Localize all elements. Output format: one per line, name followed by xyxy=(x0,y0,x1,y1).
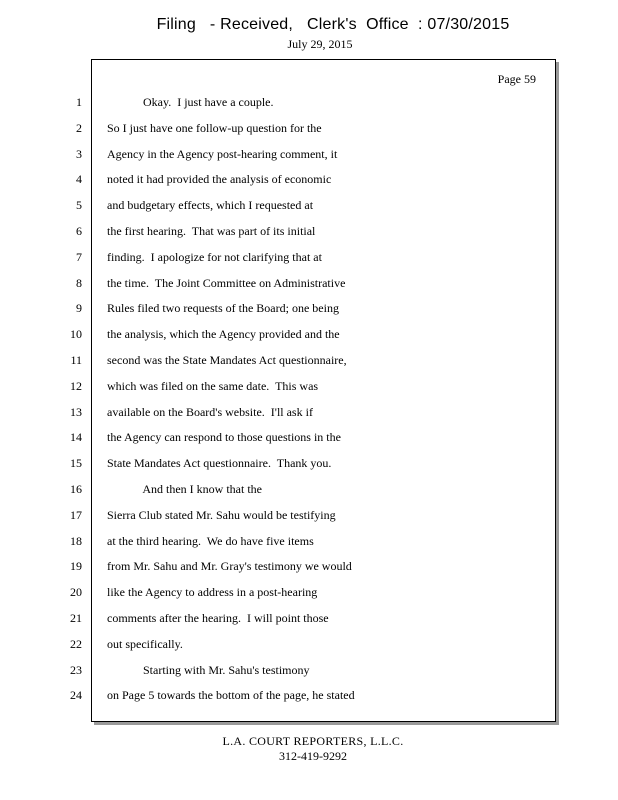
line-number: 19 xyxy=(70,559,82,573)
line-number: 2 xyxy=(76,121,82,135)
court-reporter-name: L.A. COURT REPORTERS, L.L.C. xyxy=(222,734,404,748)
transcript-line-text: the time. The Joint Committee on Administrative xyxy=(107,276,346,290)
court-reporter-phone: 312-419-9292 xyxy=(279,749,347,763)
transcript-line-text: comments after the hearing. I will point those xyxy=(107,611,329,625)
line-number: 23 xyxy=(70,663,82,677)
line-number: 20 xyxy=(70,585,82,599)
filing-stamp: Filing - Received, Clerk's Office : 07/30/2015 xyxy=(156,16,510,33)
transcript-line-text: the analysis, which the Agency provided and the xyxy=(107,327,340,341)
line-number: 18 xyxy=(70,534,82,548)
line-number: 14 xyxy=(70,430,82,444)
transcript-line-text: Okay. I just have a couple. xyxy=(107,95,274,109)
line-number: 5 xyxy=(76,198,82,212)
line-number: 13 xyxy=(70,405,82,419)
transcript-line-text: finding. I apologize for not clarifying that at xyxy=(107,250,322,264)
line-number: 6 xyxy=(76,224,82,238)
transcript-line-text: Starting with Mr. Sahu's testimony xyxy=(107,663,310,677)
transcript-line-text: noted it had provided the analysis of economic xyxy=(107,172,332,186)
transcript-line-text: Agency in the Agency post-hearing comment, it xyxy=(107,147,338,161)
transcript-line-text: available on the Board's website. I'll ask if xyxy=(107,405,313,419)
transcript-line-text: Sierra Club stated Mr. Sahu would be testifying xyxy=(107,508,336,522)
line-number: 4 xyxy=(76,172,82,186)
transcript-line-text: State Mandates Act questionnaire. Thank you. xyxy=(107,456,332,470)
line-number: 17 xyxy=(70,508,82,522)
transcript-line-text: from Mr. Sahu and Mr. Gray's testimony we would xyxy=(107,559,352,573)
transcript-line-text: out specifically. xyxy=(107,637,183,651)
transcript-line-text: the Agency can respond to those questions in the xyxy=(107,430,341,444)
transcript-line-text: which was filed on the same date. This was xyxy=(107,379,319,393)
transcript-line-text: Rules filed two requests of the Board; one being xyxy=(107,301,339,315)
transcript-line-text: the first hearing. That was part of its initial xyxy=(107,224,316,238)
transcript-line-text: So I just have one follow-up question for the xyxy=(107,121,322,135)
transcript-line-text: on Page 5 towards the bottom of the page, he stated xyxy=(107,688,355,702)
transcript-line-text: and budgetary effects, which I requested at xyxy=(107,198,314,212)
line-number: 7 xyxy=(76,250,82,264)
transcript-line-text: like the Agency to address in a post-hearing xyxy=(107,585,318,599)
transcript-line-text: at the third hearing. We do have five items xyxy=(107,534,314,548)
transcript-line-text: And then I know that the xyxy=(107,482,262,496)
transcript-date: July 29, 2015 xyxy=(287,37,353,51)
line-number: 8 xyxy=(76,276,82,290)
page-number: Page 59 xyxy=(497,72,536,86)
line-number: 12 xyxy=(70,379,82,393)
line-number: 24 xyxy=(70,688,82,702)
line-number: 9 xyxy=(76,301,82,315)
line-number: 21 xyxy=(70,611,82,625)
line-number: 22 xyxy=(70,637,82,651)
line-number: 3 xyxy=(76,147,82,161)
transcript-line-text: second was the State Mandates Act questionnaire, xyxy=(107,353,347,367)
line-number: 16 xyxy=(70,482,82,496)
line-number: 1 xyxy=(76,95,82,109)
line-number: 10 xyxy=(70,327,82,341)
line-number: 11 xyxy=(70,353,82,367)
line-number: 15 xyxy=(70,456,82,470)
